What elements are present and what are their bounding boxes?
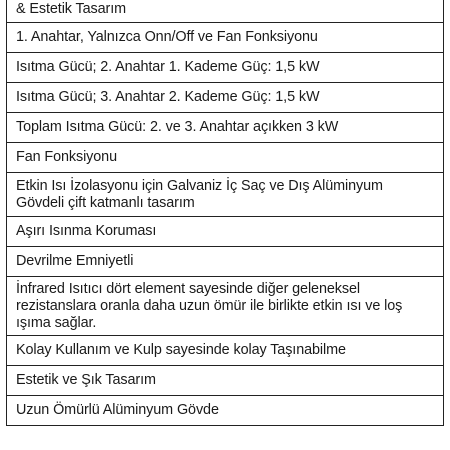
feature-cell: İnfrared Isıtıcı dört element sayesinde diğer geleneksel rezistanslara oranla daha uzun ömür ile birlikte etkin ısı ve loş ışıma sağlar.: [7, 277, 444, 336]
table-row: [7, 336, 444, 366]
table-row: [7, 53, 444, 83]
feature-cell: 1. Anahtar, Yalnızca Onn/Off ve Fan Fonksiyonu: [7, 23, 444, 53]
table-row: [7, 396, 444, 426]
table-row: [7, 83, 444, 113]
table-row: [7, 173, 444, 217]
features-table: [6, 0, 444, 426]
feature-cell: & Estetik Tasarım: [7, 0, 444, 23]
table-row: [7, 366, 444, 396]
feature-cell: Isıtma Gücü; 2. Anahtar 1. Kademe Güç: 1,5 kW: [7, 53, 444, 83]
feature-cell: Toplam Isıtma Gücü: 2. ve 3. Anahtar açıkken 3 kW: [7, 113, 444, 143]
table-row: [7, 277, 444, 336]
feature-cell: Uzun Ömürlü Alüminyum Gövde: [7, 396, 444, 426]
feature-cell: Estetik ve Şık Tasarım: [7, 366, 444, 396]
feature-cell: Etkin Isı İzolasyonu için Galvaniz İç Saç ve Dış Alüminyum Gövdeli çift katmanlı tasarım: [7, 173, 444, 217]
table-row: [7, 23, 444, 53]
table-row: [7, 247, 444, 277]
feature-cell: Devrilme Emniyetli: [7, 247, 444, 277]
feature-cell: Kolay Kullanım ve Kulp sayesinde kolay Taşınabilme: [7, 336, 444, 366]
feature-cell: Fan Fonksiyonu: [7, 143, 444, 173]
feature-cell: Aşırı Isınma Koruması: [7, 217, 444, 247]
table-row: [7, 0, 444, 23]
table-row: [7, 113, 444, 143]
feature-cell: Isıtma Gücü; 3. Anahtar 2. Kademe Güç: 1,5 kW: [7, 83, 444, 113]
table-row: [7, 143, 444, 173]
table-row: [7, 217, 444, 247]
